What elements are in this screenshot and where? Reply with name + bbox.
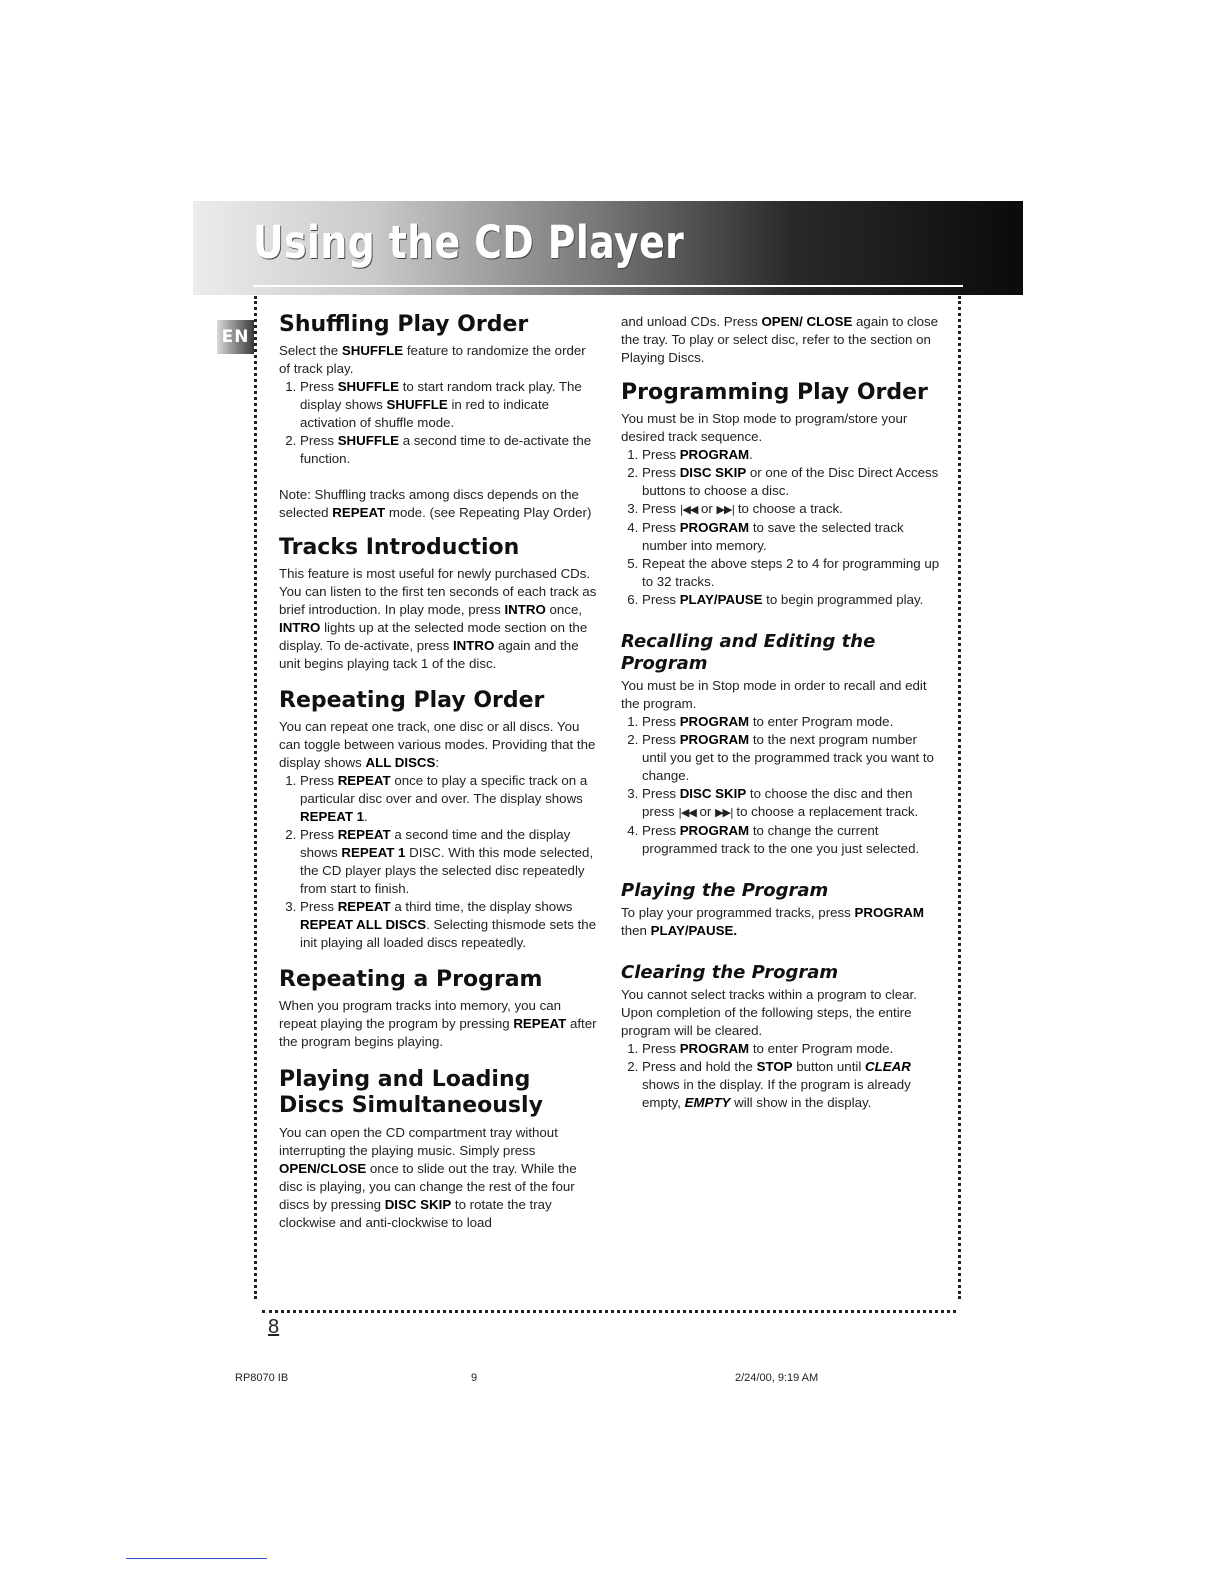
- list-item: 1. Press SHUFFLE to start random track play. The display shows SHUFFLE in red to indicate activation of shuffle mode.: [300, 378, 599, 432]
- repeat-program-body: When you program tracks into memory, you can repeat playing the program by pressing REPEAT after the program begins playing.: [279, 998, 597, 1049]
- list-item: 6. Press PLAY/PAUSE to begin programmed play.: [642, 591, 941, 609]
- loading-body: You can open the CD compartment tray without interrupting the playing music. Simply press OPEN/CLOSE once to slide out the tray. While the disc is playing, you can change the rest of the four discs by pressing DISC SKIP to rotate the tray clockwise and anti-clockwise to load: [279, 1125, 577, 1230]
- previous-track-icon: |◀◀: [678, 806, 696, 819]
- list-item: 1. Press REPEAT once to play a specific track on a particular disc over and over. The display shows REPEAT 1.: [300, 772, 599, 826]
- intro-body: This feature is most useful for newly purchased CDs. You can listen to the first ten seconds of each track as brief introduction. In play mode, press INTRO once, INTRO lights up at the selected mode section on the display. To de-activate, press INTRO again and the unit begins playing tack 1 of the disc.: [279, 566, 597, 671]
- list-item: 1. Press PROGRAM.: [642, 446, 941, 464]
- language-badge: EN: [217, 320, 254, 354]
- page-title: Using the CD Player: [253, 216, 685, 269]
- list-item: 4. Press PROGRAM to change the current programmed track to the one you just selected.: [642, 822, 941, 858]
- section-repeat: [279, 689, 599, 952]
- footer-doc-id: RP8070 IB: [235, 1372, 289, 1384]
- list-item: 2. Press DISC SKIP or one of the Disc Direct Access buttons to choose a disc.: [642, 464, 941, 500]
- list-item: 2. Press REPEAT a second time and the display shows REPEAT 1 DISC. With this mode selected, the CD player plays the selected disc repeatedly from start to finish.: [300, 826, 599, 898]
- list-item: 4. Press PROGRAM to save the selected track number into memory.: [642, 519, 941, 555]
- shuffle-steps: [279, 378, 599, 468]
- recall-steps: [621, 713, 941, 858]
- heading-shuffle: Shuffling Play Order: [279, 312, 529, 337]
- list-item: 2. Press SHUFFLE a second time to de-activate the function.: [300, 432, 599, 468]
- list-item: 2. Press PROGRAM to the next program number until you get to the programmed track you want to change.: [642, 731, 941, 785]
- programming-steps: [621, 446, 941, 609]
- section-loading-continued: [621, 313, 941, 367]
- section-intro: [279, 536, 599, 673]
- section-programming: [621, 381, 941, 609]
- heading-intro: Tracks Introduction: [279, 535, 520, 560]
- section-loading: [279, 1067, 599, 1232]
- programming-intro: You must be in Stop mode to program/store your desired track sequence.: [621, 411, 908, 444]
- heading-playing-program: Playing the Program: [621, 880, 829, 901]
- clearing-steps: [621, 1040, 941, 1112]
- list-item: 2. Press and hold the STOP button until CLEAR shows in the display. If the program is already empty, EMPTY will show in the display.: [642, 1058, 941, 1112]
- title-underline: [253, 285, 963, 287]
- section-clearing: [621, 962, 941, 1112]
- next-track-icon: ▶▶|: [715, 806, 733, 819]
- previous-track-icon: |◀◀: [679, 503, 698, 516]
- list-item: 3. Press DISC SKIP to choose the disc and then press |◀◀ or ▶▶| to choose a replacement track.: [642, 785, 941, 822]
- repeat-steps: [279, 772, 599, 952]
- heading-repeat: Repeating Play Order: [279, 688, 545, 713]
- heading-programming: Programming Play Order: [621, 380, 928, 405]
- loading-continued-body: and unload CDs. Press OPEN/ CLOSE again to close the tray. To play or select disc, refer to the section on Playing Discs.: [621, 314, 939, 365]
- section-repeat-program: [279, 968, 599, 1051]
- page-number: 8: [268, 1316, 280, 1338]
- dotted-border-bottom: [262, 1310, 956, 1313]
- heading-recall: Recalling and Editing the Program: [621, 631, 876, 674]
- clearing-intro: You cannot select tracks within a program to clear. Upon completion of the following steps, the entire program will be cleared.: [621, 987, 917, 1038]
- left-column: [279, 313, 599, 1232]
- list-item: 1. Press PROGRAM to enter Program mode.: [642, 713, 941, 731]
- recall-intro: You must be in Stop mode in order to recall and edit the program.: [621, 678, 927, 711]
- list-item: 3. Press REPEAT a third time, the display shows REPEAT ALL DISCS. Selecting thismode sets the init playing all loaded discs repeatedly.: [300, 898, 599, 952]
- dotted-border-right: [958, 296, 961, 1299]
- dotted-border-left: [254, 296, 257, 1299]
- next-track-icon: ▶▶|: [716, 503, 735, 516]
- shuffle-note: Note: Shuffling tracks among discs depends on the selected REPEAT mode. (see Repeating Play Order): [279, 487, 592, 520]
- heading-loading: Playing and Loading Discs Simultaneously: [279, 1067, 543, 1118]
- bottom-rule: [126, 1558, 267, 1559]
- heading-clearing: Clearing the Program: [621, 962, 839, 983]
- shuffle-intro: Select the SHUFFLE feature to randomize the order of track play.: [279, 343, 586, 376]
- list-item: 1. Press PROGRAM to enter Program mode.: [642, 1040, 941, 1058]
- section-recall: [621, 631, 941, 858]
- playing-program-body: To play your programmed tracks, press PROGRAM then PLAY/PAUSE.: [621, 905, 924, 938]
- section-playing-program: [621, 880, 941, 940]
- section-shuffle: [279, 313, 599, 522]
- footer-sheet-number: 9: [471, 1372, 478, 1384]
- right-column: [621, 313, 941, 1112]
- heading-repeat-program: Repeating a Program: [279, 967, 543, 992]
- footer-timestamp: 2/24/00, 9:19 AM: [735, 1372, 819, 1384]
- list-item: 3. Press |◀◀ or ▶▶| to choose a track.: [642, 500, 941, 519]
- repeat-intro: You can repeat one track, one disc or all discs. You can toggle between various modes. Providing that the display shows ALL DISCS:: [279, 719, 596, 770]
- list-item: 5. Repeat the above steps 2 to 4 for programming up to 32 tracks.: [642, 555, 941, 591]
